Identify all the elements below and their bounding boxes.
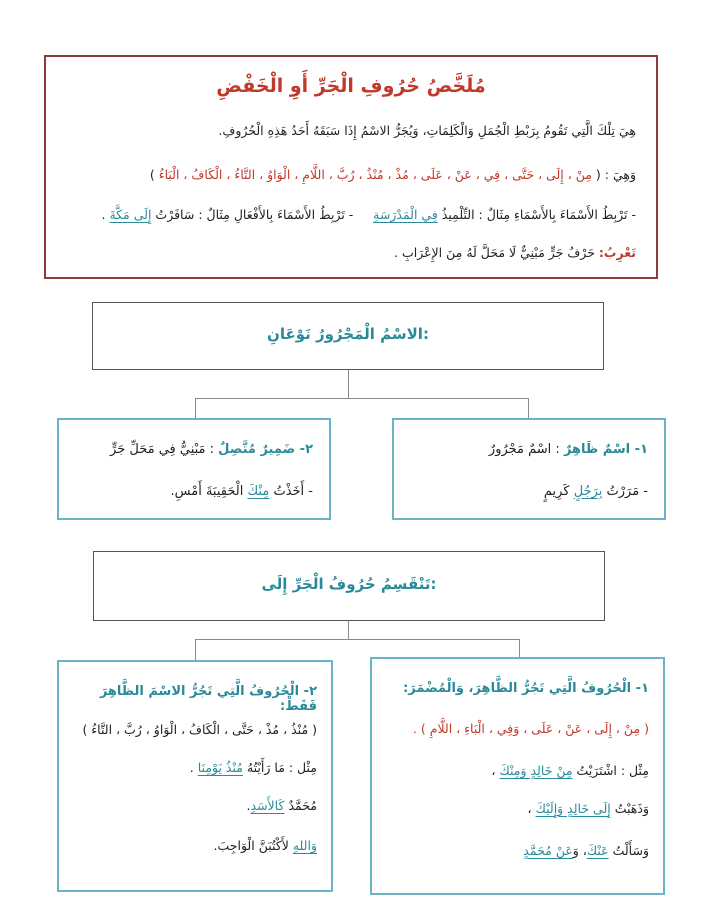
- parse-label: تَعْرِبُ:: [598, 245, 636, 260]
- cardD-list: ( مُنْذُ ، مُذْ ، حَتَّى ، الْكَافُ ، الْوَاوُ ، رُبَّ ، التَّاءُ ): [82, 722, 317, 737]
- cardC-list: ( مِنْ ، إِلَى ، عَنْ ، عَلَى ، وَفِي ، الْبَاءِ ، اللَّامِ ) .: [412, 721, 649, 736]
- cardD-title: ٢- الْحُرُوفُ الَّتِي تَجُرُّ الاسْمَ الظَّاهِرَ فَقَطْ:: [99, 684, 317, 714]
- cardD-example-1: [67, 760, 317, 775]
- connector-line: [519, 639, 520, 657]
- example-text: ،: [527, 801, 532, 816]
- connector-line: [348, 370, 349, 398]
- cardD-example-3: [67, 838, 317, 853]
- apparent-noun-example: [404, 484, 648, 499]
- apparent-noun-title-line: [404, 442, 648, 457]
- example-text: مُحَمَّدٌ: [288, 798, 317, 813]
- cardC-example-3: [380, 843, 649, 858]
- attached-pronoun-title-line: [69, 442, 313, 457]
- summary-title: مُلَخَّصُ حُرُوفِ الْجَرِّ أَوِ الْخَفْضِ: [216, 75, 486, 97]
- example-text: مِثْل : مَا رَأَيْتُهُ: [246, 760, 317, 775]
- example-highlight: كَالأَسَدِ: [250, 798, 285, 813]
- cardD-example-2: [67, 798, 317, 813]
- attached-pronoun-card: [57, 418, 331, 520]
- apparent-noun-desc: : اسْمٌ مَجْرُورٌ: [488, 442, 560, 457]
- example-highlight: بِرَجُلٍ: [573, 484, 603, 499]
- example-text: ، وَ: [572, 843, 587, 858]
- connector-line: [195, 398, 196, 418]
- attached-pronoun-title: ٢- ضَمِيرٌ مُتَّصِلٌ: [218, 442, 313, 457]
- example-text: - مَرَرْتُ: [606, 484, 648, 499]
- split-heading: تَنْقَسِمُ حُرُوفُ الْجَرِّ إِلَى:: [261, 575, 437, 593]
- example-highlight: مِنْ خَالِدٍ وَمِنْكَ: [499, 763, 573, 778]
- example-text: لأَكْتُبَنَّ الْوَاجِبَ.: [213, 838, 289, 853]
- example-text: وَسَأَلْتُ: [612, 843, 649, 858]
- example-text: - أَخَذْتُ: [273, 484, 313, 499]
- split-heading-box: [93, 551, 605, 621]
- example-highlight: عَنْ مُحَمَّدٍ: [523, 843, 573, 858]
- cardC-title: ١- الْحُرُوفُ الَّتِي تَجُرُّ الظَّاهِرَ، وَالْمُضْمَرَ:: [403, 681, 649, 696]
- list-suffix: ): [149, 167, 155, 182]
- cardC-example-1: [380, 763, 649, 778]
- connector-line: [348, 621, 349, 639]
- majrur-heading: الاسْمُ الْمَجْرُورُ نَوْعَانِ:: [267, 325, 429, 343]
- example-text: الْحَقِيبَةَ أَمْسِ.: [170, 484, 244, 499]
- summary-box: [44, 55, 658, 279]
- letters-list-line: [60, 167, 636, 182]
- apparent-and-pronoun-card: [370, 657, 665, 895]
- apparent-only-card: [57, 660, 333, 892]
- majrur-heading-box: [92, 302, 604, 370]
- example-highlight: وَاللهِ: [292, 838, 317, 853]
- cardC-example-2: [380, 801, 649, 816]
- link-verbs-text: - تَرْبِطُ الأَسْمَاءَ بِالأَفْعَالِ مِثَالٌ : سَافَرْتُ: [155, 207, 354, 222]
- definition-text: هِيَ تِلْكَ الَّتِي تَقُومُ بِرَبْطِ الْجُمَلِ وَالْكَلِمَاتِ، وَيُجَرُّ الاسْمُ إِذَا سَبَقَهُ أَحَدُ هَذِهِ الْحُرُوفِ.: [218, 123, 636, 138]
- link-names-example: فِي الْمَدْرَسَةِ: [373, 207, 438, 222]
- example-highlight: عَنْكَ: [586, 843, 609, 858]
- list-prefix: وَهِيَ : (: [595, 167, 636, 182]
- example-text: وَذَهَبْتُ: [614, 801, 649, 816]
- example-text: ،: [491, 763, 496, 778]
- attached-pronoun-desc: : مَبْنِيٌّ فِي مَحَلِّ جَرٍّ: [110, 442, 215, 457]
- link-verbs-end: .: [101, 207, 106, 222]
- example-text: مِثْل : اشْتَرَيْتُ: [576, 763, 649, 778]
- example-highlight: إِلَى خَالِدٍ وَإِلَيْكَ: [535, 801, 611, 816]
- apparent-noun-title: ١- اسْمٌ ظَاهِرٌ: [563, 442, 648, 457]
- example-text: كَرِيمٍ: [543, 484, 570, 499]
- link-verbs-example: إِلَى مَكَّةَ: [109, 207, 152, 222]
- link-names-text: - تَرْبِطُ الأَسْمَاءَ بِالأَسْمَاءِ مِثَالٌ : التِّلْمِيذُ: [441, 207, 636, 222]
- linking-line: [60, 207, 636, 222]
- example-text: .: [246, 798, 251, 813]
- connector-line: [195, 398, 529, 399]
- connector-line: [195, 639, 520, 640]
- example-text: .: [189, 760, 194, 775]
- attached-pronoun-example: [69, 484, 313, 499]
- example-highlight: مِنْكَ: [247, 484, 270, 499]
- example-highlight: مُنْذُ يَوْمِنَا: [197, 760, 243, 775]
- apparent-noun-card: [392, 418, 666, 520]
- connector-line: [528, 398, 529, 418]
- parsing-line: [60, 245, 636, 260]
- connector-line: [195, 639, 196, 660]
- parse-text: حَرْفُ جَرٍّ مَبْنِيٌّ لَا مَحَلَّ لَهُ مِنَ الإِعْرَابِ .: [394, 245, 595, 260]
- letters-list: مِنْ ، إِلَى ، حَتَّى ، فِي ، عَنْ ، عَلَى ، مُذْ ، مُنْذُ ، رُبَّ ، اللَّامِ ، الْوَاوُ ، التَّاءُ ، الْكَافُ ، الْبَاءُ: [158, 167, 592, 182]
